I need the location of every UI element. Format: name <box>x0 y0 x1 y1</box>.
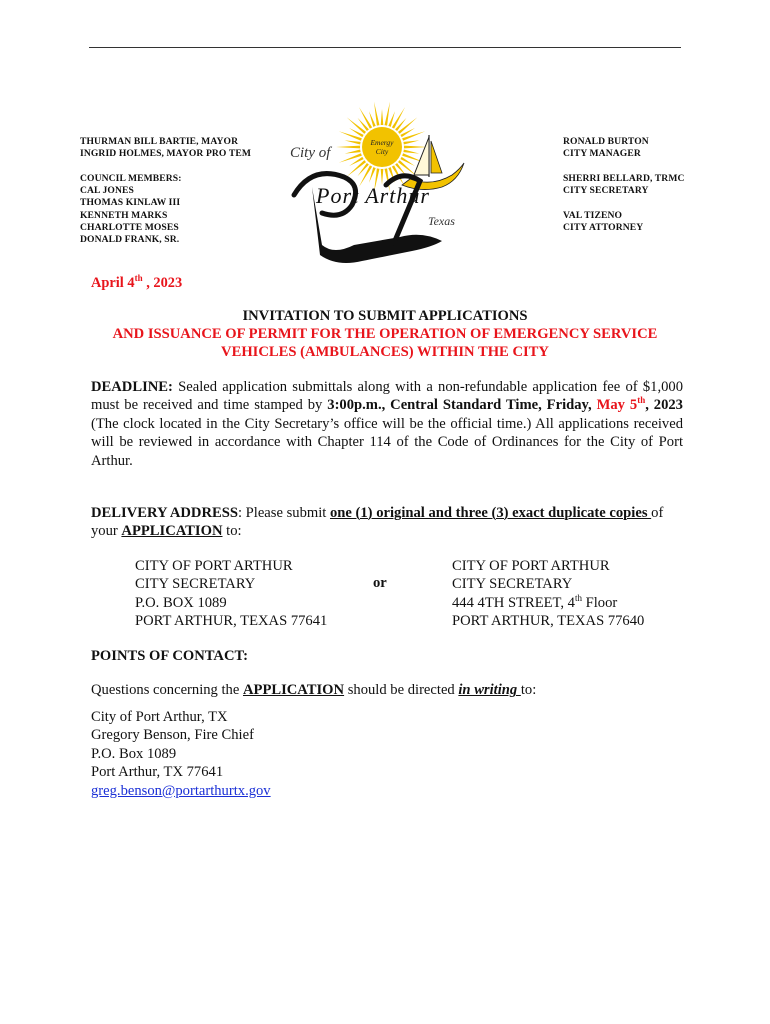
date-month-day: April 4 <box>91 274 135 291</box>
official-line: SHERRI BELLARD, TRMC <box>563 173 685 184</box>
logo-port-arthur-text: Port Arthur <box>316 183 430 208</box>
sun-ray <box>345 150 361 154</box>
contact-block <box>91 708 271 800</box>
title-line-3: VEHICLES (AMBULANCES) WITHIN THE CITY <box>221 344 549 360</box>
contact-email-link[interactable]: greg.benson@portarthurtx.gov <box>91 782 271 799</box>
contact-line: P.O. Box 1089 <box>91 745 177 762</box>
city-secretary-block <box>563 173 685 197</box>
delivery-text-2: of your <box>91 505 664 540</box>
questions-text-2: should be directed <box>344 682 459 698</box>
questions-line <box>91 682 536 699</box>
council-members-block <box>80 173 182 246</box>
deadline-date-suffix: th <box>637 395 646 406</box>
address-line: PORT ARTHUR, TEXAS 77641 <box>135 613 328 630</box>
sun-ray <box>385 102 390 126</box>
logo-emergy-text: Emergy <box>370 138 394 147</box>
logo-city-text: City <box>375 147 389 156</box>
official-line: VAL TIZENO <box>563 210 623 221</box>
date-suffix: th <box>134 273 143 283</box>
official-line: RONALD BURTON <box>563 136 649 147</box>
logo-texas-text: Texas <box>428 214 455 228</box>
address-line: CITY SECRETARY <box>452 576 573 593</box>
council-line: COUNCIL MEMBERS: <box>80 173 182 184</box>
address-line: CITY SECRETARY <box>135 576 256 593</box>
document-date <box>91 273 182 292</box>
official-line: INGRID HOLMES, MAYOR PRO TEM <box>80 148 251 160</box>
council-line: DONALD FRANK, SR. <box>80 234 180 246</box>
sailboat-icon <box>402 135 464 190</box>
contact-line: Port Arthur, TX 77641 <box>91 764 224 781</box>
or-separator: or <box>373 575 387 591</box>
sun-ray <box>381 109 384 125</box>
sun-ray <box>392 107 405 128</box>
delivery-application: APPLICATION <box>121 523 223 540</box>
title-line-2: AND ISSUANCE OF PERMIT FOR THE OPERATION OF EMERGENCY SERVICE <box>112 326 658 342</box>
contact-line: City of Port Arthur, TX <box>91 709 228 725</box>
sun-ray <box>403 150 419 154</box>
deadline-date-text: May 5 <box>596 397 638 414</box>
questions-text-1: Questions concerning the <box>91 682 243 698</box>
council-line: KENNETH MARKS <box>80 209 168 221</box>
po-box-address <box>135 557 327 631</box>
address-line <box>452 594 644 612</box>
council-line: CHARLOTTE MOSES <box>80 221 179 233</box>
city-attorney-block <box>563 210 643 234</box>
date-year: , 2023 <box>142 274 183 291</box>
official-line: CITY ATTORNEY <box>563 222 644 234</box>
floor-suffix: th <box>574 592 582 603</box>
questions-text-3: to: <box>520 682 537 698</box>
sun-ray <box>345 140 361 144</box>
mayor-block <box>80 136 251 160</box>
document-title <box>80 307 690 361</box>
deadline-paragraph <box>91 378 683 470</box>
deadline-time: 3:00p.m., Central Standard Time, Friday, <box>327 397 597 414</box>
address-line: CITY OF PORT ARTHUR <box>135 558 293 574</box>
deadline-date <box>597 397 646 413</box>
delivery-label: DELIVERY ADDRESS <box>91 505 238 521</box>
official-line: CITY MANAGER <box>563 148 641 160</box>
deadline-text-2: (The clock located in the City Secretary’s office will be the official time.) All applications received will be reviewed in accordance with Chapter 114 of the Code of Ordinances for the City of Port Arthur. <box>91 415 683 469</box>
address-line: P.O. BOX 1089 <box>135 594 227 611</box>
questions-application: APPLICATION <box>242 682 345 698</box>
address-line: CITY OF PORT ARTHUR <box>452 558 610 574</box>
sun-ray <box>359 107 372 128</box>
delivery-copies: one (1) original and three (3) exact duplicate copies <box>329 505 652 521</box>
street-line-a: 444 4TH STREET, 4 <box>452 594 575 611</box>
contact-line: Gregory Benson, Fire Chief <box>91 727 254 744</box>
delivery-text-3: to: <box>222 523 242 540</box>
delivery-paragraph <box>91 504 683 541</box>
top-rule <box>89 47 681 48</box>
logo-city-of-text: City of <box>290 145 331 161</box>
sun-ray <box>336 146 360 149</box>
sun-ray <box>403 140 419 144</box>
council-line: THOMAS KINLAW III <box>80 197 181 209</box>
points-of-contact-heading: POINTS OF CONTACT: <box>91 648 249 664</box>
street-line-b: Floor <box>581 594 618 611</box>
council-line: CAL JONES <box>80 185 134 197</box>
deadline-year: , 2023 <box>645 397 683 414</box>
title-line-1: INVITATION TO SUBMIT APPLICATIONS <box>242 308 528 324</box>
official-line: THURMAN BILL BARTIE, MAYOR <box>80 136 239 147</box>
questions-in-writing: in writing <box>458 682 521 698</box>
street-address <box>452 557 644 631</box>
city-manager-block <box>563 136 649 160</box>
city-logo <box>282 95 512 273</box>
deadline-text-1: Sealed application submittals along with a non-refundable application fee of $1,000 must be received and time stamped by <box>91 379 683 414</box>
deadline-label: DEADLINE: <box>91 379 173 395</box>
sun-ray <box>374 102 379 126</box>
delivery-text-1: : Please submit <box>237 505 330 521</box>
address-line: PORT ARTHUR, TEXAS 77640 <box>452 613 645 630</box>
official-line: CITY SECRETARY <box>563 185 649 197</box>
